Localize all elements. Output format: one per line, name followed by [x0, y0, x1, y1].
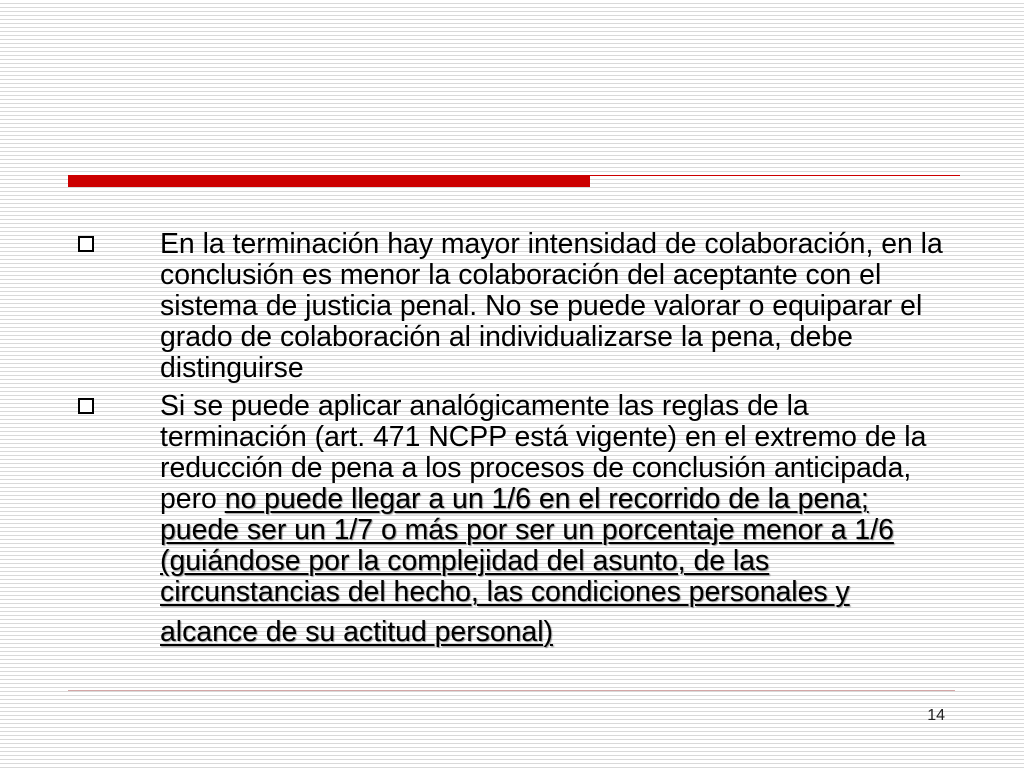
square-bullet-icon [78, 398, 94, 414]
bullet-text-line: sistema de justicia penal. No se puede valorar o equiparar el [160, 290, 923, 322]
bullet-text [160, 391, 926, 648]
bullet-text-line: terminación (art. 471 NCPP está vigente) en el extremo de la [160, 421, 927, 453]
underlined-text: circunstancias del hecho, las condiciones personales y [160, 576, 850, 608]
bullet-text-line [160, 515, 926, 546]
underlined-text: no puede llegar a un 1/6 en el recorrido de la pena; [224, 483, 869, 515]
bullet-text-line: distinguirse [160, 352, 304, 384]
bullet-text [160, 229, 943, 384]
bullet-text-line [160, 577, 926, 608]
header-accent-bar [68, 175, 590, 187]
bullet-text-line [160, 617, 926, 648]
bullet-text-line: reducción de pena a los procesos de conclusión anticipada, [160, 452, 912, 484]
bullet-text-line: Si se puede aplicar analógicamente las reglas de la [160, 390, 809, 422]
bullet-text-line: En la terminación hay mayor intensidad de colaboración, en la [160, 228, 943, 260]
bullet-text-line: grado de colaboración al individualizarse la pena, debe [160, 321, 853, 353]
bullet-text-line [160, 484, 926, 515]
underlined-text: puede ser un 1/7 o más por ser un porcentaje menor a 1/6 [160, 514, 894, 546]
line-text: pero [160, 483, 225, 515]
underlined-text: alcance de su actitud personal) [160, 616, 553, 648]
underlined-text: (guiándose por la complejidad del asunto, de las [160, 545, 770, 577]
footer-rule [68, 690, 955, 691]
square-bullet-icon [78, 236, 94, 252]
page-number: 14 [927, 707, 945, 724]
bullet-text-line [160, 546, 926, 577]
bullet-text-line: conclusión es menor la colaboración del aceptante con el [160, 259, 882, 291]
header-rule-line [590, 175, 960, 176]
